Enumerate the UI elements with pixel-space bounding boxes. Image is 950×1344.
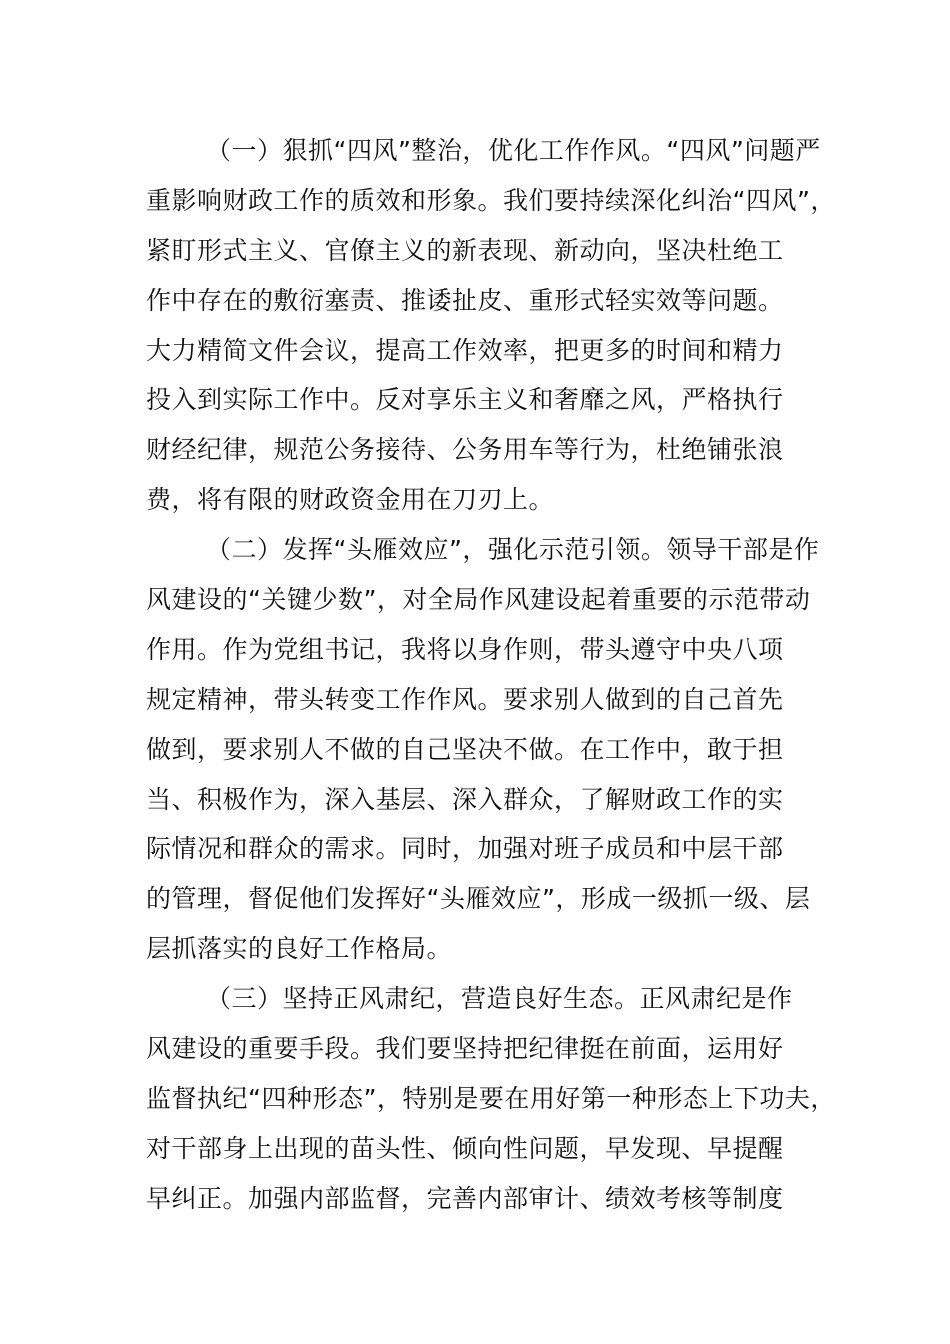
text-line: 费，将有限的财政资金用在刀刃上。 bbox=[146, 485, 555, 515]
text-line: 作用。作为党组书记，我将以身作则，带头遵守中央八项 bbox=[146, 634, 784, 664]
paragraph-3-heading-line: （三）坚持正风肃纪，营造良好生态。正风肃纪是作 bbox=[206, 984, 793, 1014]
text-line: 规定精神，带头转变工作作风。要求别人做到的自己首先 bbox=[146, 684, 784, 714]
paragraph-1-heading-line: （一）狠抓“四风”整治，优化工作作风。“四风”问题严 bbox=[206, 136, 821, 165]
text-line: 紧盯形式主义、官僚主义的新表现、新动向，坚决杜绝工 bbox=[146, 235, 784, 265]
text-line: 风建设的“关键少数”，对全局作风建设起着重要的示范带动 bbox=[146, 585, 811, 615]
text-line: 层抓落实的良好工作格局。 bbox=[146, 934, 453, 964]
text-line: 际情况和群众的需求。同时，加强对班子成员和中层干部 bbox=[146, 834, 784, 864]
text-line: 当、积极作为，深入基层、深入群众，了解财政工作的实 bbox=[146, 784, 784, 814]
text-line: 大力精简文件会议，提高工作效率，把更多的时间和精力 bbox=[146, 335, 784, 365]
text-line: 监督执纪“四种形态”，特别是要在用好第一种形态上下功夫， bbox=[146, 1083, 836, 1113]
text-line: 的管理，督促他们发挥好“头雁效应”，形成一级抓一级、层 bbox=[146, 884, 811, 914]
body-text bbox=[146, 126, 846, 1224]
text-line: 早纠正。加强内部监督，完善内部审计、绩效考核等制度 bbox=[146, 1183, 784, 1213]
text-line: 做到，要求别人不做的自己坚决不做。在工作中，敢于担 bbox=[146, 734, 784, 764]
text-line: 对干部身上出现的苗头性、倾向性问题，早发现、早提醒 bbox=[146, 1133, 784, 1163]
text-line: 风建设的重要手段。我们要坚持把纪律挺在前面，运用好 bbox=[146, 1034, 784, 1064]
text-line: 投入到实际工作中。反对享乐主义和奢靡之风，严格执行 bbox=[146, 385, 784, 415]
text-line: 重影响财政工作的质效和形象。我们要持续深化纠治“四风”， bbox=[146, 185, 836, 215]
text-line: 作中存在的敷衍塞责、推诿扯皮、重形式轻实效等问题。 bbox=[146, 285, 784, 315]
text-line: 财经纪律，规范公务接待、公务用车等行为，杜绝铺张浪 bbox=[146, 435, 784, 465]
paragraph-2-heading-line: （二）发挥“头雁效应”，强化示范引领。领导干部是作 bbox=[206, 535, 820, 565]
